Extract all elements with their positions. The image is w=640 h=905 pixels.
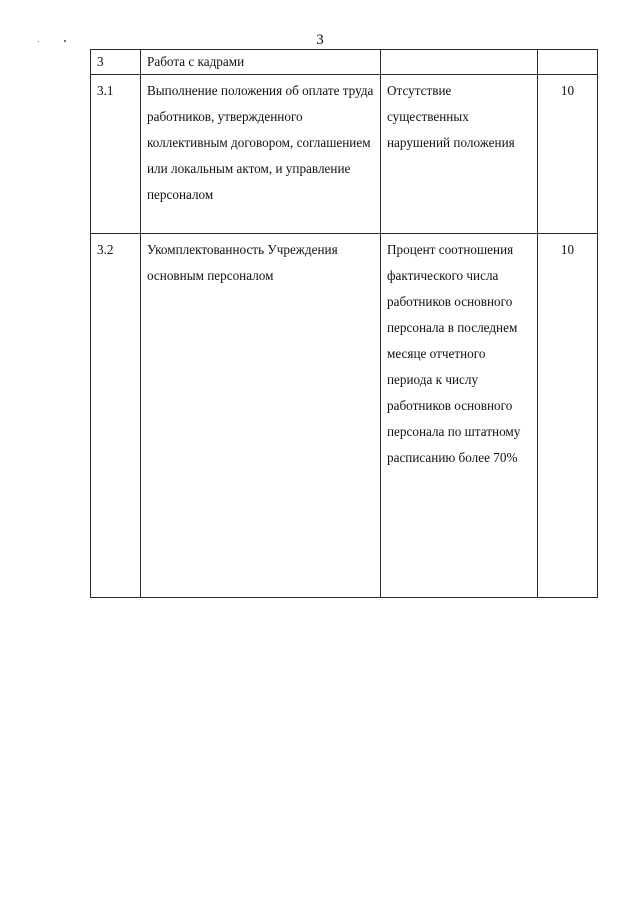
row-number: 3.2	[91, 234, 141, 598]
row-indicator: Укомплектованность Учреждения основным персоналом	[141, 234, 381, 598]
row-points: 10	[538, 75, 598, 234]
page-number: 3	[316, 32, 324, 48]
section-points	[538, 50, 598, 75]
evaluation-table	[90, 49, 598, 598]
row-criterion: Отсутствие существенных нарушений положения	[381, 75, 538, 234]
row-number: 3.1	[91, 75, 141, 234]
table-row	[91, 234, 598, 598]
section-row	[91, 50, 598, 75]
section-criterion	[381, 50, 538, 75]
row-indicator: Выполнение положения об оплате труда работников, утвержденного коллективным договором, соглашением или локальным актом, и управление персоналом	[141, 75, 381, 234]
row-points: 10	[538, 234, 598, 598]
scan-speck	[38, 41, 39, 42]
table-row	[91, 75, 598, 234]
row-criterion: Процент соотношения фактического числа работников основного персонала в последнем месяце отчетного периода к числу работников основного персонала по штатному расписанию более 70%	[381, 234, 538, 598]
section-number: 3	[91, 50, 141, 75]
scan-speck	[64, 40, 66, 42]
section-title: Работа с кадрами	[141, 50, 381, 75]
